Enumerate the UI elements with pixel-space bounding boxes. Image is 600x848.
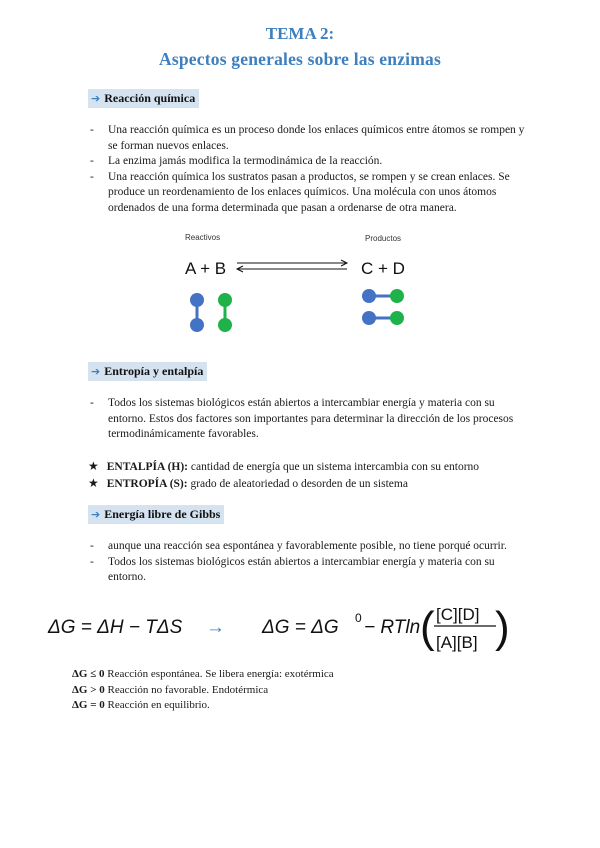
enthalpy-entropy-equation: ΔG = ΔH − TΔS — [48, 617, 183, 638]
list-item: - Todos los sistemas biológicos están abiertos a intercambiar energía y materia con su entorno. — [88, 555, 528, 586]
arrow-right-icon: → — [206, 617, 225, 638]
reactants-label: Reactivos — [185, 233, 221, 242]
section-heading-reaccion: ➔ Reacción química — [88, 89, 199, 108]
fraction-numerator: [C][D] — [436, 605, 480, 624]
reactants-equation: A + B — [185, 259, 227, 278]
list-item: - Una reacción química los sustratos pasan a productos, se rompen y se crean enlaces. Se produce un reordenamiento de los enlaces químicos. Una molécula con unos átomos ordenados de una forma determinada que pasan a ordenarse de otra manera. — [88, 170, 528, 217]
open-paren: ( — [420, 603, 435, 652]
gibbs-formula — [40, 598, 510, 660]
section-heading-entropia: ➔ Entropía y entalpía — [88, 362, 207, 381]
products-label: Productos — [365, 234, 402, 243]
arrow-icon: ➔ — [91, 365, 101, 378]
condition-row: ΔG ≤ 0 Reacción espontánea. Se libera energía: exotérmica — [72, 668, 334, 680]
close-paren: ) — [495, 603, 510, 652]
gibbs-equation-superscript: 0 — [355, 611, 362, 625]
gibbs-equation-lhs: ΔG = ΔG — [262, 617, 339, 638]
gibbs-equation-rtln: − RTln — [364, 617, 421, 638]
definitions-list — [88, 458, 479, 492]
condition-row: ΔG > 0 Reacción no favorable. Endotérmica — [72, 683, 269, 696]
product-molecule-bottom — [362, 311, 404, 325]
equilibrium-arrows-icon — [237, 260, 347, 272]
reactant-molecule-blue — [190, 293, 204, 332]
product-molecule-top — [362, 289, 404, 303]
products-equation: C + D — [361, 259, 405, 278]
page-title: TEMA 2: — [265, 24, 335, 43]
star-icon: ★ — [88, 476, 99, 490]
definition-entalpia: ★ ENTALPÍA (H): cantidad de energía que un sistema intercambia con su entorno — [88, 459, 480, 473]
condition-row: ΔG = 0 Reacción en equilibrio. — [72, 699, 210, 711]
section-heading-gibbs: ➔ Energía libre de Gibbs — [88, 505, 224, 524]
arrow-icon: ➔ — [91, 92, 101, 105]
reaction-diagram — [175, 228, 435, 338]
list-item: - aunque una reacción sea espontánea y favorablemente posible, no tiene porqué ocurrir. — [88, 539, 528, 555]
list-item: - La enzima jamás modifica la termodinámica de la reacción. — [88, 154, 528, 170]
arrow-icon: ➔ — [91, 508, 101, 521]
delta-g-conditions — [72, 667, 334, 714]
page-subtitle: Aspectos generales sobre las enzimas — [159, 49, 441, 69]
gibbs-bullet-list — [88, 539, 528, 586]
list-item: - Todos los sistemas biológicos están abiertos a intercambiar energía y materia con su entorno. Estos dos factores son importantes para determinar la dirección de los procesos termodinámicamente favorables. — [88, 396, 528, 443]
reactant-molecule-green — [218, 293, 232, 332]
fraction-denominator: [A][B] — [436, 633, 478, 652]
star-icon: ★ — [88, 459, 99, 473]
reaction-bullet-list — [88, 123, 528, 216]
definition-entropia: ★ ENTROPÍA (S): grado de aleatoriedad o desorden de un sistema — [88, 476, 408, 490]
list-item: - Una reacción química es un proceso donde los enlaces químicos entre átomos se rompen y se forman nuevos enlaces. — [88, 123, 528, 154]
entropy-bullet-list — [88, 396, 528, 443]
